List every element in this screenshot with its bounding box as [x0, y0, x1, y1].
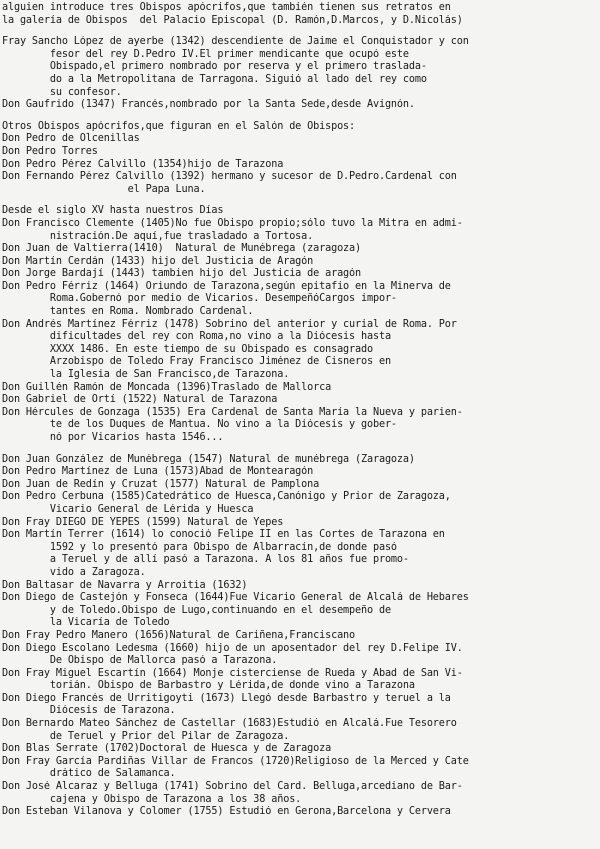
text-line: drático de Salamanca.: [2, 768, 176, 780]
text-line: Don Baltasar de Navarra y Arroitia (1632): [2, 579, 248, 591]
text-line: Don Martín Cerdán (1433) hijo del Justicia de Aragón: [2, 255, 314, 267]
text-line: Vicario General de Lérida y Huesca: [2, 503, 254, 515]
blank-line: [2, 112, 594, 121]
text-line: Otros Obispos apócrifos,que figuran en el Salón de Obispos:: [2, 120, 356, 132]
text-line: cajena y Obispo de Tarazona a los 38 años.: [2, 793, 302, 805]
blank-line: [2, 445, 594, 454]
text-line: Don Pedro Martínez de Luna (1573)Abad de Montearagón: [2, 466, 314, 478]
text-line: Don Hércules de Gonzaga (1535) Era Cardenal de Santa María la Nueva y parien-: [2, 406, 463, 418]
text-line: la Iglesia de San Francisco,de Tarazona.: [2, 369, 290, 381]
text-line: 1592 y lo presentó para Obispo de Albarracín,de donde pasó: [2, 541, 397, 553]
text-line: el Papa Luna.: [2, 183, 206, 195]
text-line: alguien introduce tres Obispos apócrifos,que también tienen sus retratos en: [2, 2, 451, 13]
text-line: Don Guillén Ramón de Moncada (1396)Traslado de Mallorca: [2, 381, 332, 393]
text-line: Don Pedro Cerbuna (1585)Catedrático de Huesca,Canónigo y Prior de Zaragoza,: [2, 491, 451, 503]
text-line: Don José Alcaraz y Belluga (1741) Sobrino del Card. Belluga,arcediano de Bar-: [2, 781, 463, 793]
text-line: la galería de Obispos del Palacio Episcopal (D. Ramón,D.Marcos, y D.Nicolás): [2, 14, 463, 26]
text-line: Don Pedro de Olcenillas: [2, 133, 140, 145]
text-line: Don Pedro Férriz (1464) Oriundo de Tarazona,según epitafio en la Minerva de: [2, 280, 451, 292]
text-line: Don Diego Escolano Ledesma (1660) hijo de un aposentador del rey D.Felipe IV.: [2, 642, 463, 654]
text-line: Fray Sancho López de ayerbe (1342) descendiente de Jaime el Conquistador y con: [2, 36, 469, 48]
text-line: y de Toledo.Obispo de Lugo,continuando en el desempeño de: [2, 604, 391, 616]
text-line: Don Diego Francés de Urritigoyti (1673) Llegó desde Barbastro y teruel a la: [2, 692, 451, 704]
text-line: Desde el siglo XV hasta nuestros Días: [2, 205, 224, 217]
text-line: Don Diego de Castejón y Fonseca (1644)Fue Vicario General de Alcalá de Hebares: [2, 592, 469, 604]
text-line: Don Fray DIEGO DE YEPES (1599) Natural de Yepes: [2, 516, 284, 528]
text-line: te de los Duques de Mantua. No vino a la Diócesis y gober-: [2, 419, 397, 431]
text-line: dificultades del rey con Roma,no vino a la Diócesis hasta: [2, 331, 391, 343]
text-line: Don Fernando Pérez Calvillo (1392) hermano y sucesor de D.Pedro.Cardenal con: [2, 171, 457, 183]
text-line: Don Fray García Pardiñas Villar de Francos (1720)Religioso de la Merced y Cate: [2, 755, 469, 767]
text-line: De Obispo de Mallorca pasó a Tarazona.: [2, 655, 278, 667]
text-line: su confesor.: [2, 86, 122, 98]
blank-line: [2, 27, 594, 36]
text-line: Don Martín Terrer (1614) lo conoció Felipe II en las Cortes de Tarazona en: [2, 529, 445, 541]
text-line: tantes en Roma. Nombrado Cardenal.: [2, 306, 254, 318]
text-line: Don Gabriel de Ortí (1522) Natural de Tarazona: [2, 394, 278, 406]
text-line: Don Francisco Clemente (1405)No fue Obispo propio;sólo tuvo la Mitra en admi-: [2, 217, 463, 229]
text-line: Arzobispo de Toledo Fray Francisco Jiménez de Cisneros en: [2, 356, 391, 368]
text-line: Don Bernardo Mateo Sánchez de Castellar (1683)Estudió en Alcalá.Fue Tesorero: [2, 718, 457, 730]
text-line: Don Blas Serrate (1702)Doctoral de Huesca y de Zaragoza: [2, 743, 332, 755]
text-line: Don Jorge Bardají (1443) tambien hijo del Justicia de aragón: [2, 268, 362, 280]
text-line: do a la Metropolitana de Tarragona. Siguió al lado del rey como: [2, 73, 427, 85]
text-line: fesor del rey D.Pedro IV.El primer mendicante que ocupó este: [2, 48, 409, 60]
text-line: Don Pedro Torres: [2, 145, 98, 157]
text-line: Don Juan de Redín y Cruzat (1577) Natural de Pamplona: [2, 478, 320, 490]
text-line: Obispado,el primero nombrado por reserva y el primero traslada-: [2, 61, 427, 73]
text-line: Don Gaufrido (1347) Francés,nombrado por la Santa Sede,desde Avignón.: [2, 99, 415, 111]
text-line: nistración.De aquí,fue trasladado a Tortosa.: [2, 230, 314, 242]
text-line: Don Esteban Vilanova y Colomer (1755) Estudió en Gerona,Barcelona y Cervera: [2, 806, 451, 818]
text-line: Don Juan González de Munébrega (1547) Natural de munébrega (Zaragoza): [2, 453, 415, 465]
text-line: XXXX 1486. En este tiempo de su Obispado es consagrado: [2, 343, 373, 355]
text-line: vido a Zaragoza.: [2, 566, 146, 578]
text-line: Don Fray Pedro Manero (1656)Natural de Cariñena,Franciscano: [2, 629, 356, 641]
text-line: Don Fray Miguel Escartín (1664) Monje cisterciense de Rueda y Abad de San Vi-: [2, 667, 463, 679]
text-line: torián. Obispo de Barbastro y Lérida,de donde vino a Tarazona: [2, 680, 415, 692]
text-line: Don Andrés Martínez Férriz (1478) Sobrino del anterior y curial de Roma. Por: [2, 318, 457, 330]
text-line: la Vicaría de Toledo: [2, 617, 170, 629]
text-line: de Teruel y Prior del Pilar de Zaragoza.: [2, 730, 290, 742]
text-line: Don Juan de Valtierra(1410) Natural de Munébrega (zaragoza): [2, 243, 362, 255]
blank-line: [2, 196, 594, 205]
text-line: Diócesis de Tarazona.: [2, 705, 176, 717]
text-line: Roma.Gobernó por medio de Vicarios. DesempeñóCargos impor-: [2, 293, 397, 305]
text-line: Don Pedro Pérez Calvillo (1354)hijo de Tarazona: [2, 158, 284, 170]
text-line: nó por Vicarios hasta 1546...: [2, 432, 224, 443]
text-line: a Teruel y de allí pasó a Tarazona. A los 81 años fue promo-: [2, 554, 409, 566]
